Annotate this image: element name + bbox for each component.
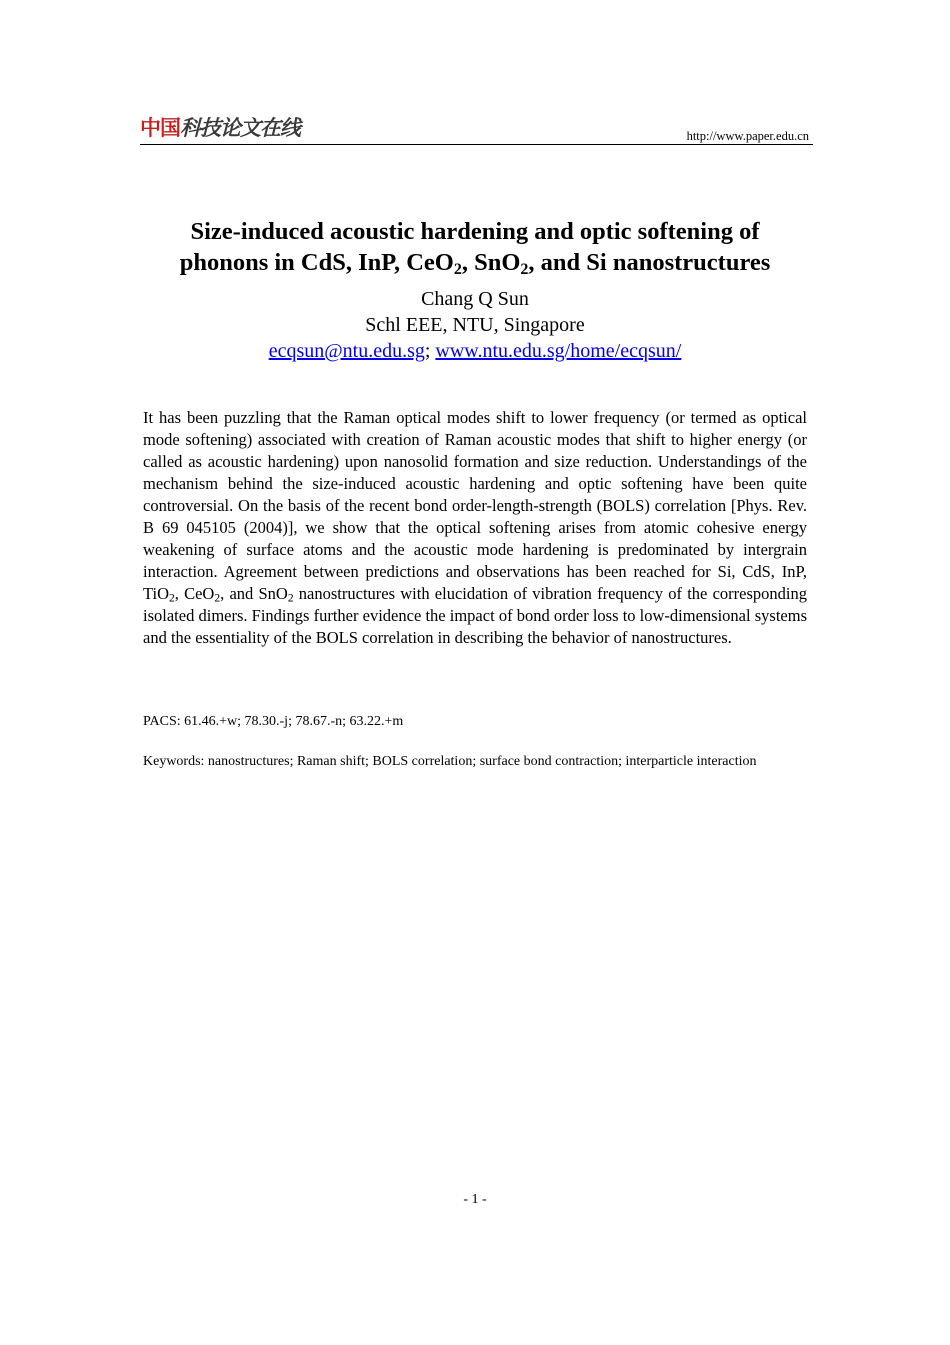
page-header <box>140 112 813 144</box>
logo-text-dark: 科技论文在线 <box>180 116 300 140</box>
title-line-1: Size-induced acoustic hardening and optic softening of <box>190 218 760 245</box>
header-divider <box>140 144 813 145</box>
header-url[interactable]: http://www.paper.edu.cn <box>686 129 809 143</box>
author-block <box>100 286 850 364</box>
pacs-codes: PACS: 61.46.+w; 78.30.-j; 78.67.-n; 63.22.+m <box>143 714 404 729</box>
logo-text-red: 中国 <box>140 116 180 140</box>
abstract: It has been puzzling that the Raman optical modes shift to lower frequency (or termed as optical mode softening) associated with creation of Raman acoustic modes that shift to higher energy (or called as acoustic hardening) upon nanosolid formation and size reduction. Understandings of the mechanism behind the size-induced acoustic hardening and optic softening have been quite controversial. On the basis of the recent bond order-length-strength (BOLS) correlation [Phys. Rev. B 69 045105 (2004)], we show that the optical softening arises from atomic cohesive energy weakening of surface atoms and the acoustic mode hardening is predominated by intergrain interaction. Agreement between predictions and observations has been reached for Si, CdS, InP, TiO$_2$, CeO$_2$, and SnO$_2$ nanostructures with elucidation of vibration frequency of the corresponding isolated dimers. Findings further evidence the impact of bond order loss to low-dimensional systems and the essentiality of the BOLS correlation in describing the behavior of nanostructures. <box>143 408 807 647</box>
contact-separator: ; <box>424 340 436 362</box>
title-line-2: phonons in CdS, InP, CeO$_2$, SnO$_2$, and Si nanostructures <box>179 249 771 278</box>
author-contact <box>100 338 850 364</box>
paper-title <box>100 216 850 278</box>
website-link[interactable]: www.ntu.edu.sg/home/ecqsun/ <box>435 340 682 362</box>
author-affiliation: Schl EEE, NTU, Singapore <box>365 314 585 336</box>
email-link[interactable]: ecqsun@ntu.edu.sg <box>268 340 425 362</box>
page-number: - 1 - <box>463 1192 487 1207</box>
keywords: Keywords: nanostructures; Raman shift; BOLS correlation; surface bond contraction; interparticle interaction <box>143 754 757 769</box>
site-logo[interactable] <box>140 116 300 142</box>
author-name: Chang Q Sun <box>421 288 529 310</box>
